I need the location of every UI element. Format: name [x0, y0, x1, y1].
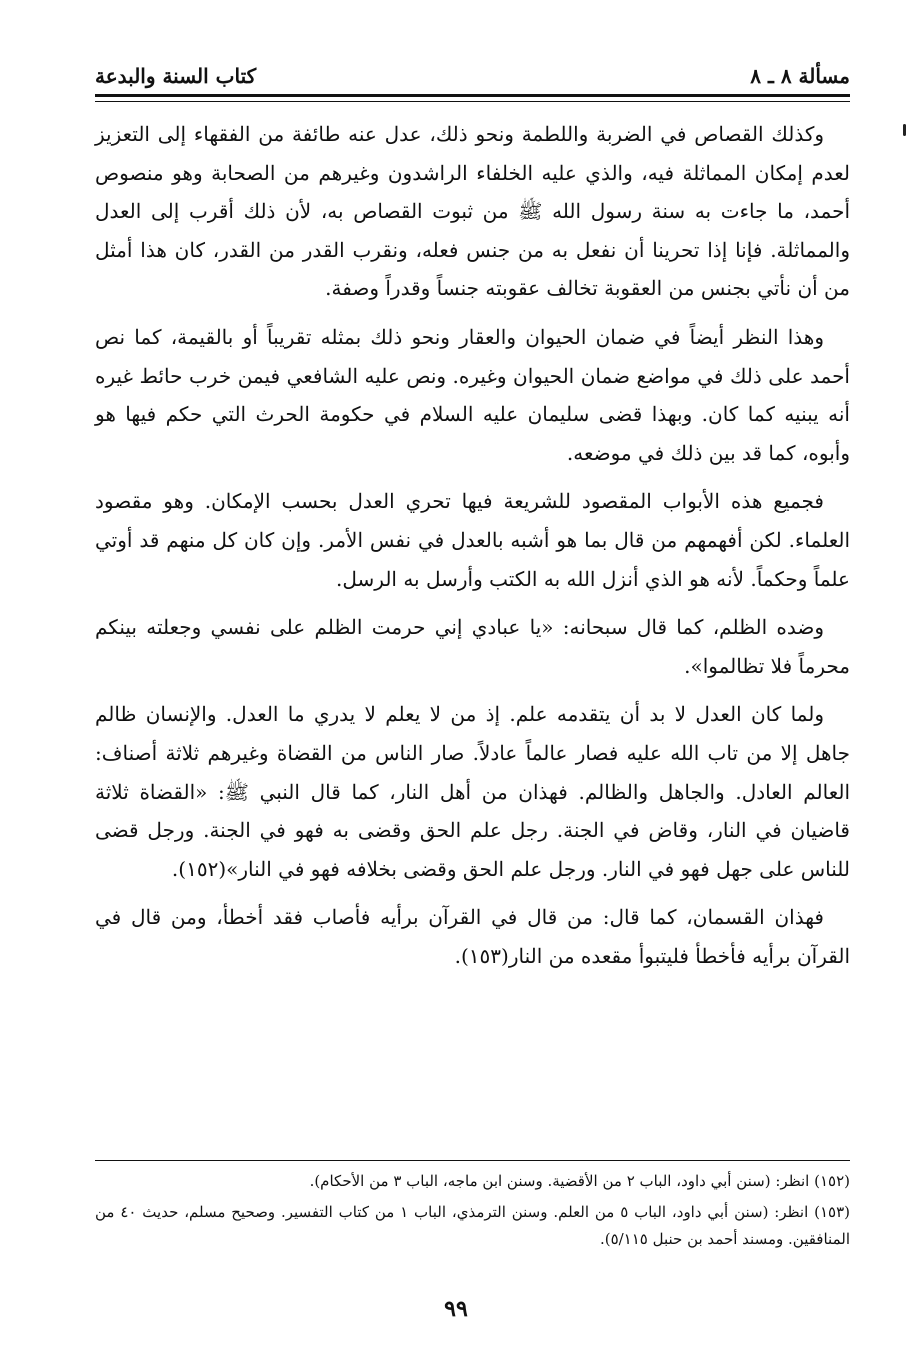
issue-number: مسألة ٨ ـ ٨: [750, 64, 850, 88]
page-number: ٩٩: [444, 1296, 468, 1322]
scan-edge-mark: [903, 124, 906, 136]
paragraph: وضده الظلم، كما قال سبحانه: «يا عبادي إني حرمت الظلم على نفسي وجعلته بينكم محرماً فلا تظالموا».: [95, 615, 850, 678]
paragraph: وهذا النظر أيضاً في ضمان الحيوان والعقار ونحو ذلك بمثله تقريباً أو بالقيمة، كما نص أحمد على ذلك في مواضع ضمان الحيوان وغيره. ونص عليه الشافعي فيمن خرب حائط غيره أنه يبنيه كما كان. وبهذا قضى سليمان عليه السلام في حكومة الحرث التي حكم فيها هو وأبوه، كما قد بين ذلك في موضعه.: [95, 324, 850, 465]
footnote: (١٥٣) انظر: (سنن أبي داود، الباب ٥ من العلم. وسنن الترمذي، الباب ١ من كتاب التفسير. وصحيح مسلم، حديث ٤٠ من المنافقين. ومسند أحمد بن حنبل ٥/١١٥).: [95, 1203, 851, 1248]
header-rule-thin: [95, 101, 850, 102]
footnote-separator: [95, 1160, 850, 1161]
footnotes: [95, 1168, 850, 1257]
paragraph: فهذان القسمان، كما قال: من قال في القرآن برأيه فأصاب فقد أخطأ، ومن قال في القرآن برأيه فأخطأ فليتبوأ مقعده من النار(١٥٣).: [95, 905, 850, 968]
running-header: [95, 42, 850, 94]
paragraph: ولما كان العدل لا بد أن يتقدمه علم. إذ من لا يعلم لا يدري ما العدل. والإنسان ظالم جاهل إلا من تاب الله عليه فصار عالماً عادلاً. صار الناس من القضاة وغيرهم ثلاثة أصناف: العالم العادل. والجاهل والظالم. فهذان من أهل النار، كما قال النبي ﷺ: «القضاة ثلاثة قاضيان في النار، وقاض في الجنة. رجل علم الحق وقضى به فهو في الجنة. ورجل قضى للناس على جهل فهو في النار. ورجل علم الحق وقضى بخلافه فهو في النار»(١٥٢).: [95, 702, 850, 881]
book-title: كتاب السنة والبدعة: [95, 64, 257, 88]
header-rule-thick: [95, 94, 850, 97]
paragraph: فجميع هذه الأبواب المقصود للشريعة فيها تحري العدل بحسب الإمكان. وهو مقصود العلماء. لكن أفهمهم من قال بما هو أشبه بالعدل في نفس الأمر. وإن كان كل منهم قد أوتي علماً وحكماً. لأنه هو الذي أنزل الله به الكتب وأرسل به الرسل.: [95, 489, 850, 591]
footnote: (١٥٢) انظر: (سنن أبي داود، الباب ٢ من الأقضية. وسنن ابن ماجه، الباب ٣ من الأحكام).: [309, 1172, 850, 1190]
body-text: [95, 115, 850, 985]
paragraph: وكذلك القصاص في الضربة واللطمة ونحو ذلك، عدل عنه طائفة من الفقهاء إلى التعزيز لعدم إمكان المماثلة فيه، والذي عليه الخلفاء الراشدون وغيرهم من الصحابة وهو منصوص أحمد، ما جاءت به سنة رسول الله ﷺ من ثبوت القصاص به، لأن ذلك أقرب إلى العدل والمماثلة. فإنا إذا تحرينا أن نفعل به من جنس فعله، ونقرب القدر من القدر، كان هذا أمثل من أن نأتي بجنس من العقوبة تخالف عقوبته جنساً وقدراً وصفة.: [95, 122, 850, 301]
